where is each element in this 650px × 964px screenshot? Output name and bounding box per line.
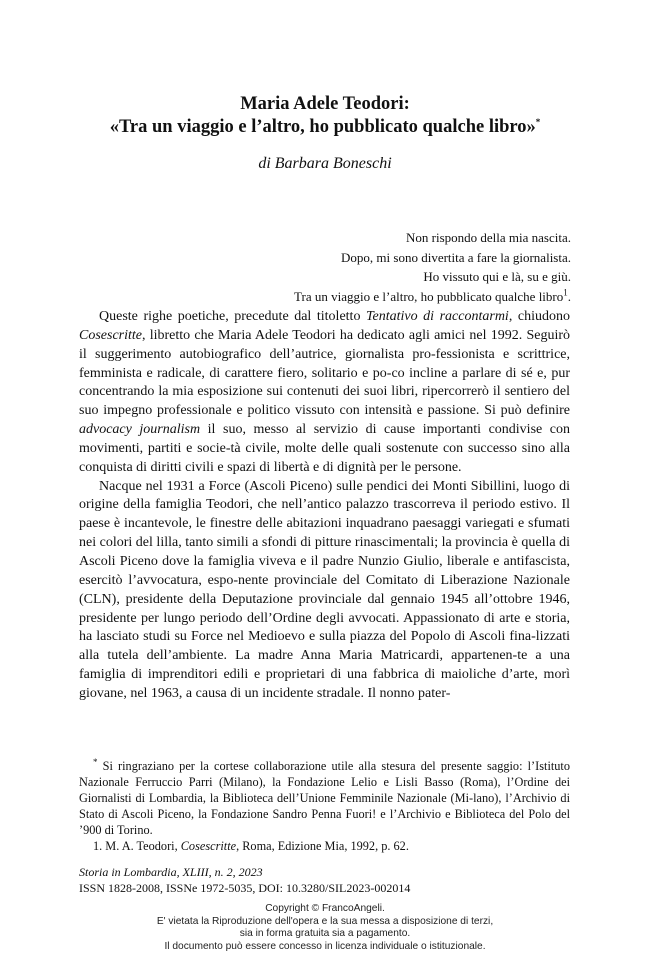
body-paragraph-2: Nacque nel 1931 a Force (Ascoli Piceno) sulle pendici dei Monti Sibillini, luogo di origine della famiglia Teodori, che nell’antico palazzo trascorreva il periodo estivo. Il paese è incantevole, le finestre delle abitazioni inquadrano paesaggi variegati e sfumati nei colori del lilla, tanto simili a sfondi di pitture rinascimentali; la provincia è quella di Ascoli Piceno dove la famiglia viveva e il padre Nunzio Giulio, liberale e antifascista, esercitò l’avvocatura, espo-nente provinciale del Comitato di Liberazione Nazionale (CLN), presidente della Deputazione provinciale dal gennaio 1945 all’ottobre 1946, presidente per lungo periodo dell’Ordine degli avvocati. Appassionato di arte e storia, ha lasciato studi su Force nel Medioevo e sulla piazza del Popolo di Ascoli fina-lizzati alla tutela dell’ambiente. La madre Anna Maria Matricardi, appartenen-te a una famiglia di imprenditori edili e proprietari di una fabbrica di maioliche d’arte, morì giovane, nel 1963, a causa di un incidente stradale. Il nonno pater- (79, 478, 570, 701)
epigraph-line: Non rispondo della mia nascita. (406, 230, 571, 245)
footnote-1 (79, 838, 570, 854)
journal-citation: Storia in Lombardia, XLIII, n. 2, 2023 (79, 865, 263, 879)
body-text-span: il suo, messo al servizio di cause importanti condivise con movimenti, partiti e socie-tà civile, molte delle quali sostenute con successo sino alla conquista di diritti civili e spazi di libertà e di dignità per le persone. (79, 422, 570, 475)
copyright-line: Copyright © FrancoAngeli. (265, 903, 385, 914)
footnote-1-text: 1. M. A. Teodori, (93, 839, 181, 853)
body-text-span: , libretto che Maria Adele Teodori ha dedicato agli amici nel 1992. Seguirò il suggerimento autobiografico dell’autrice, giornalista pro-fessionista e scrittrice, femminista e radicale, di carattere fiero, solitario e po-co incline a parlare di sé e, pur concentrando la mia esposizione sui contenuti dei suoi libri, ripercorrerò il sentiero del suo impegno professionale e politico vissuto con intensità e passione. Si può definire (79, 327, 570, 419)
footnote-1-text: , Roma, Edizione Mia, 1992, p. 62. (236, 839, 409, 853)
journal-issn-doi: ISSN 1828-2008, ISSNe 1972-5035, DOI: 10.3280/SIL2023-002014 (79, 881, 411, 895)
article-title-line2 (0, 116, 650, 138)
epigraph-line: Dopo, mi sono divertita a fare la giornalista. (341, 249, 571, 265)
body-italic-title: Tentativo di raccontarmi (366, 309, 509, 324)
body-paragraph-1 (79, 308, 570, 478)
article-title-text: «Tra un viaggio e l’altro, ho pubblicato qualche libro» (109, 117, 536, 137)
footnote-1-italic: Cosescritte (180, 839, 237, 853)
footnote-star-mark: * (93, 756, 98, 767)
title-footnote-mark[interactable]: * (535, 116, 541, 127)
epigraph-end-punct: . (567, 288, 571, 304)
copyright-line: E' vietata la Riproduzione dell'opera e la sua messa a disposizione di terzi, (156, 915, 494, 927)
epigraph-line (294, 287, 571, 307)
copyright-notice (0, 903, 650, 953)
copyright-line: Il documento può essere concesso in licenza individuale o istituzionale. (164, 940, 486, 952)
epigraph-footnote-mark[interactable]: 1 (563, 287, 568, 298)
journal-info (79, 864, 410, 896)
article-body (79, 308, 570, 704)
body-italic-term: advocacy journalism (79, 422, 201, 438)
body-text-span: , chiudono (508, 309, 570, 324)
epigraph-last-text: Tra un viaggio e l’altro, ho pubblicato qualche libro (294, 288, 564, 304)
body-text-span: Queste righe poetiche, precedute dal titoletto (99, 309, 366, 324)
epigraph-line: Ho vissuto qui e là, su e giù. (423, 269, 571, 284)
article-title-line1: Maria Adele Teodori: (240, 94, 410, 114)
epigraph (294, 228, 571, 306)
footnote-star (79, 758, 570, 838)
footnotes (79, 758, 570, 854)
copyright-line: sia in forma gratuita sia a pagamento. (239, 928, 411, 940)
body-italic-title: Cosescritte (79, 327, 142, 343)
footnote-star-text: Si ringraziano per la cortese collaborazione utile alla stesura del presente saggio: l’Istituto Nazionale Ferruccio Parri (Milano), la Fondazione Lelio e Lisli Basso (Roma), l’Ordine dei Giornalisti di Lombardia, la Biblioteca dell’Unione Femminile Nazionale (Mi-lano), l’Archivio di Stato di Ascoli Piceno, la Fondazione Sandro Penna Fuori! e l’Archivio e Biblioteca del Polo del ’900 di Torino. (79, 759, 570, 837)
author-byline: di Barbara Boneschi (258, 155, 392, 172)
